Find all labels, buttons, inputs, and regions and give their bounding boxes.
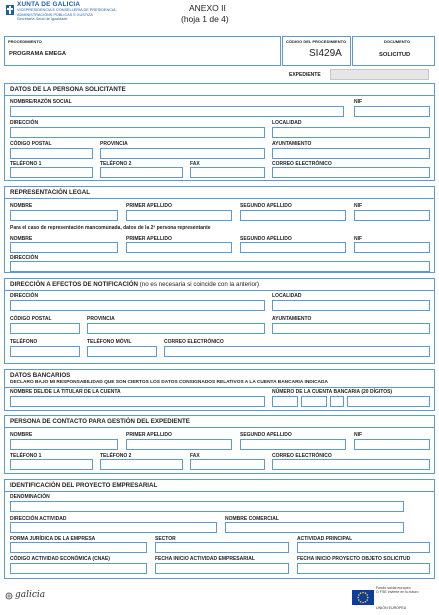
codigo-cnae-input[interactable] [10,563,147,574]
nif-input[interactable] [354,106,430,117]
telefono-2-input[interactable] [100,167,183,178]
correo-input[interactable] [272,167,430,178]
con-correo-input[interactable] [272,459,430,470]
con-telefono-2-input[interactable] [100,459,183,470]
label-nombre-comercial: NOMBRE COMERCIAL [225,516,279,522]
label-telefono-1: TELÉFONO 1 [10,161,42,167]
galicia-wordmark: galicia [15,590,46,600]
label-nif: NIF [354,99,363,105]
rep-segundo-apellido-input[interactable] [240,210,346,221]
section-contacto-title: PERSONA DE CONTACTO PARA GESTIÓN DEL EXPEDIENTE [10,418,190,425]
label-sector: SECTOR [155,536,176,542]
label-con-telefono-2: TELÉFONO 2 [100,453,132,459]
rep2-segundo-apellido-input[interactable] [240,242,346,253]
documento-box [352,36,435,66]
label-direccion: DIRECCIÓN [10,120,39,126]
label-rep-nombre: NOMBRE [10,203,33,209]
forma-juridica-input[interactable] [10,542,147,553]
hoja-number: (hoja 1 de 4) [181,14,229,24]
label-localidad: LOCALIDAD [272,120,302,126]
bancarios-declaro: DECLARO BAJO MI RESPONSABILIDAD QUE SON CIERTOS LOS DATOS CONSIGNADOS RELATIVOS A LA CUENTA BANCARIA INDICADA [10,380,328,385]
label-con-nombre: NOMBRE [10,432,33,438]
direccion-input[interactable] [10,127,265,138]
not-telefono-movil-input[interactable] [87,346,157,357]
label-nombre-razon: NOMBRE/RAZÓN SOCIAL [10,99,72,105]
eu-stars-icon [352,590,374,605]
fecha-inicio-emp-input[interactable] [155,563,289,574]
label-direccion-actividad: DIRECCIÓN ACTIVIDAD [10,516,67,522]
sector-input[interactable] [155,542,289,553]
xunta-emblem-icon [6,5,14,15]
label-rep-nif: NIF [354,203,363,209]
vice-line-1: VICEPRESIDENCIA E CONSELLERÍA DE PRESIDENCIA, [17,8,117,12]
section-proyecto-title: IDENTIFICACIÓN DEL PROYECTO EMPRESARIAL [10,482,158,489]
label-fecha-inicio-proy: FECHA INICIO PROYECTO OBJETO SOLICITUD [297,556,411,562]
vice-line-3: Secretaría Xeral de Igualdade [17,17,68,21]
section-contacto-divider [4,427,435,428]
xunta-logo [6,2,14,12]
fax-input[interactable] [190,167,265,178]
codigo-box [282,36,351,66]
label-con-segundo-apellido: SEGUNDO APELLIDO [240,432,292,438]
codigo-postal-input[interactable] [10,148,93,159]
con-nombre-input[interactable] [10,439,118,450]
not-correo-input[interactable] [164,346,430,357]
con-primer-apellido-input[interactable] [126,439,232,450]
label-actividad-principal: ACTIVIDAD PRINCIPAL [297,536,353,542]
label-fax: FAX [190,161,200,167]
con-segundo-apellido-input[interactable] [240,439,346,450]
rep-nif-input[interactable] [354,210,430,221]
label-con-correo: CORREO ELECTRÓNICO [272,453,332,459]
procedimiento-value: PROGRAMA EMEGA [9,51,67,57]
xunta-title: XUNTA DE GALICIA [17,1,81,8]
label-not-correo: CORREO ELECTRÓNICO [164,339,224,345]
label-con-fax: FAX [190,453,200,459]
documento-value: SOLICITUD [379,52,411,58]
label-rep-primer-apellido: PRIMER APELLIDO [126,203,172,209]
label-rep2-nif: NIF [354,236,363,242]
anexo-title: ANEXO II [189,3,226,13]
section-solicitante-divider [4,95,435,96]
expediente-field[interactable] [330,69,429,80]
eu-flag [352,590,374,605]
procedimiento-label: PROCEDIMIENTO [8,39,42,44]
rep-direccion-input[interactable] [10,261,430,272]
denominacion-input[interactable] [10,501,404,512]
section-bancarios-divider [4,387,435,388]
label-forma-juridica: FORMA JURÍDICA DE LA EMPRESA [10,536,96,542]
label-not-telefono-movil: TELÉFONO MÓVIL [87,339,132,345]
fecha-inicio-proy-input[interactable] [297,563,430,574]
con-fax-input[interactable] [190,459,265,470]
nombre-comercial-input[interactable] [225,522,404,533]
rep-nombre-input[interactable] [10,210,118,221]
not-direccion-input[interactable] [10,300,265,311]
section-notificacion-title [10,281,259,288]
label-denominacion: DENOMINACIÓN [10,494,50,500]
notificacion-title-note: (no es necesaria si coincide con la anterior) [139,281,260,288]
procedimiento-box [4,36,281,66]
rep-primer-apellido-input[interactable] [126,210,232,221]
label-not-codigo-postal: CÓDIGO POSTAL [10,316,52,322]
label-rep2-primer-apellido: PRIMER APELLIDO [126,236,172,242]
label-not-provincia: PROVINCIA [87,316,115,322]
label-rep2-segundo-apellido: SEGUNDO APELLIDO [240,236,292,242]
label-titular-cuenta: NOMBRE DEL/DE LA TITULAR DE LA CUENTA [10,389,121,395]
label-numero-cuenta: NÚMERO DE LA CUENTA BANCARIA (20 DÍGITOS) [272,389,393,395]
label-not-telefono: TELÉFONO [10,339,38,345]
section-bancarios-title: DATOS BANCARIOS [10,372,71,379]
not-ayuntamiento-input[interactable] [272,323,430,334]
cuenta-oficina-input[interactable] [301,396,327,407]
label-ayuntamiento: AYUNTAMIENTO [272,141,312,147]
not-provincia-input[interactable] [87,323,265,334]
section-solicitante-title: DATOS DE LA PERSONA SOLICITANTE [10,86,126,93]
eu-text-1: Fondo social europeo [376,586,411,590]
rep2-nombre-input[interactable] [10,242,118,253]
codigo-label: CÓDIGO DEL PROCEDIMIENTO [286,39,347,44]
label-rep-segundo-apellido: SEGUNDO APELLIDO [240,203,292,209]
provincia-input[interactable] [100,148,265,159]
codigo-value: SI429A [309,48,342,59]
label-not-direccion: DIRECCIÓN [10,293,39,299]
actividad-principal-input[interactable] [297,542,430,553]
localidad-input[interactable] [272,127,430,138]
label-fecha-inicio-emp: FECHA INICIO ACTIVIDAD EMPRESARIAL [155,556,255,562]
notificacion-title-main: DIRECCIÓN A EFECTOS DE NOTIFICACIÓN [10,281,138,288]
label-correo: CORREO ELECTRÓNICO [272,161,332,167]
cuenta-numero-input[interactable] [347,396,430,407]
rep2-primer-apellido-input[interactable] [126,242,232,253]
expediente-label: EXPEDIENTE [289,72,321,78]
galicia-shell-icon [5,592,13,600]
telefono-1-input[interactable] [10,167,93,178]
cuenta-dc-input[interactable] [330,396,344,407]
section-representacion-title: REPRESENTACIÓN LEGAL [10,189,90,196]
eu-text-2: O FSE invierte en tu futuro [376,590,419,594]
not-telefono-input[interactable] [10,346,80,357]
label-codigo-cnae: CÓDIGO ACTIVIDAD ECONÓMICA (CNAE) [10,556,110,562]
label-not-ayuntamiento: AYUNTAMIENTO [272,316,312,322]
section-proyecto-divider [4,491,435,492]
label-telefono-2: TELÉFONO 2 [100,161,132,167]
ayuntamiento-input[interactable] [272,148,430,159]
rep-mancomunada-note: Para el caso de representación mancomunada, datos de la 2ª persona representante [10,225,211,231]
eu-block [352,586,432,612]
label-rep-direccion: DIRECCIÓN [10,255,39,261]
vice-line-2: ADMINISTRACIÓNS PÚBLICAS E XUSTIZA [17,12,93,17]
label-provincia: PROVINCIA [100,141,128,147]
rep2-nif-input[interactable] [354,242,430,253]
label-con-telefono-1: TELÉFONO 1 [10,453,42,459]
documento-label: DOCUMENTO [384,39,411,44]
label-con-nif: NIF [354,432,363,438]
direccion-actividad-input[interactable] [10,522,217,533]
eu-caption: UNIÓN EUROPEA [376,606,407,610]
not-localidad-input[interactable] [272,300,430,311]
label-not-localidad: LOCALIDAD [272,293,302,299]
nombre-razon-input[interactable] [10,106,344,117]
section-notificacion-divider [4,290,435,291]
cuenta-entidad-input[interactable] [272,396,298,407]
label-con-primer-apellido: PRIMER APELLIDO [126,432,172,438]
con-telefono-1-input[interactable] [10,459,93,470]
titular-cuenta-input[interactable] [10,396,265,407]
section-representacion-divider [4,198,435,199]
con-nif-input[interactable] [354,439,430,450]
not-codigo-postal-input[interactable] [10,323,80,334]
label-rep2-nombre: NOMBRE [10,236,33,242]
label-codigo-postal: CÓDIGO POSTAL [10,141,52,147]
